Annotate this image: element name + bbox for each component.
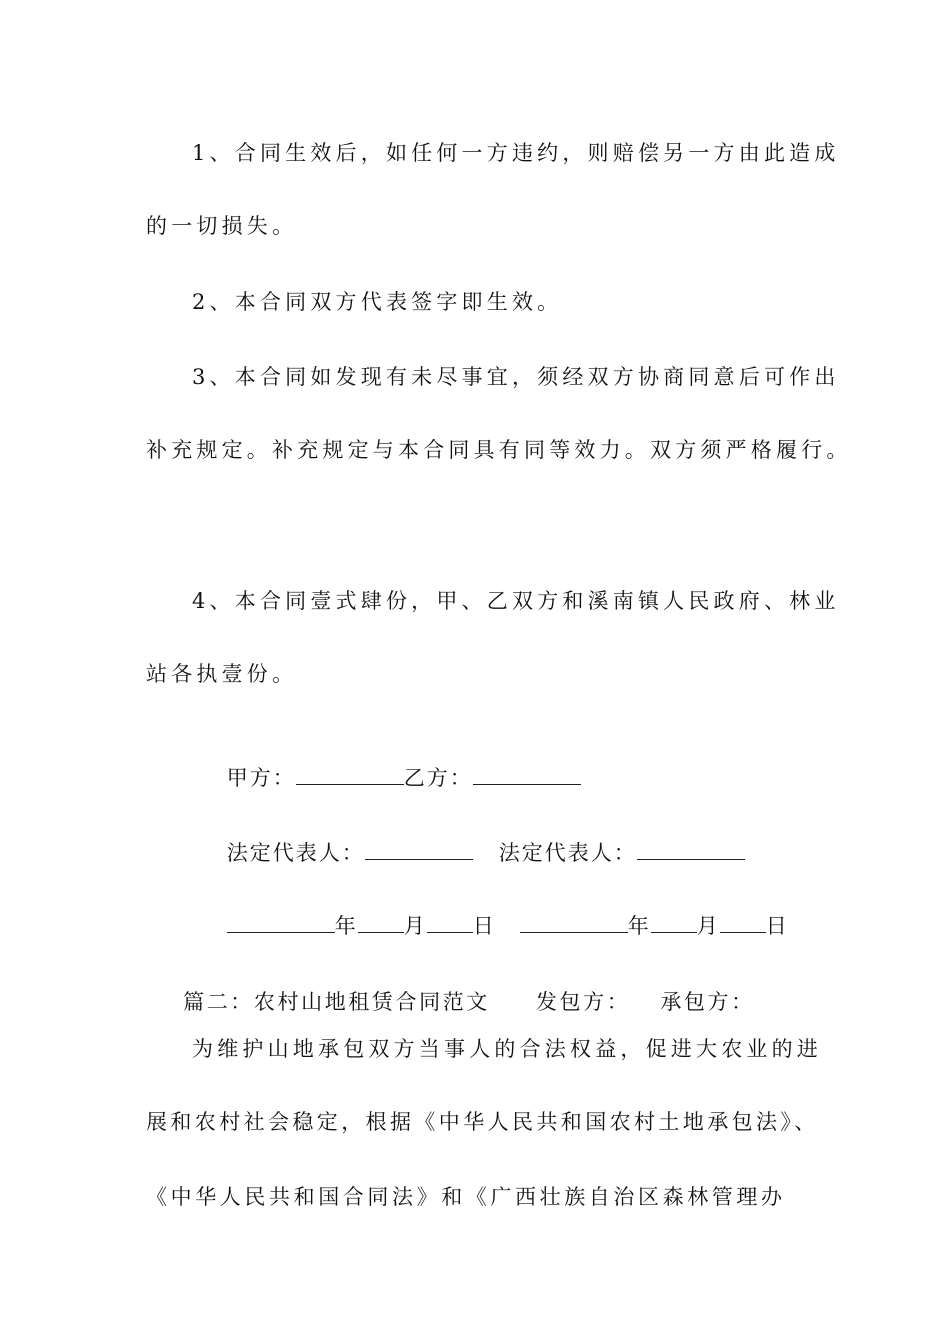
section-2-intro-line-1: 为维护山地承包双方当事人的合法权益，促进大农业的进 <box>192 1037 822 1061</box>
legal-rep-row <box>192 811 745 895</box>
date-b-year-blank <box>520 912 628 933</box>
party-b-label: 乙方： <box>403 766 473 790</box>
date-a-month-blank <box>358 912 404 933</box>
section-2-heading-row <box>146 960 755 1044</box>
contractor-out-label: 发包方： <box>535 990 631 1014</box>
section-2-intro-line-2: 展和农村社会稳定，根据《中华人民共和国农村土地承包法》、 <box>146 1110 819 1134</box>
paragraph-2: 2、本合同双方代表签字即生效。 <box>192 290 563 314</box>
date-b-month-blank <box>651 912 697 933</box>
date-b-day-blank <box>720 912 766 933</box>
paragraph-1-line-1: 1、合同生效后，如任何一方违约，则赔偿另一方由此造成 <box>192 141 840 165</box>
date-row <box>192 884 789 968</box>
contractor-in-label: 承包方： <box>660 990 755 1014</box>
date-a-day-blank <box>427 912 473 933</box>
paragraph-3-line-1: 3、本合同如发现有未尽事宜，须经双方协商同意后可作出 <box>192 365 840 389</box>
legal-rep-b-label: 法定代表人： <box>498 841 637 865</box>
legal-rep-a-label: 法定代表人： <box>226 841 365 865</box>
date-a-day-label: 日 <box>472 914 496 938</box>
paragraph-4-line-2: 站各执壹份。 <box>146 662 298 686</box>
paragraph-4-line-1: 4、本合同壹式肆份，甲、乙双方和溪南镇人民政府、林业 <box>192 589 840 613</box>
section-2-heading: 篇二：农村山地租赁合同范文 <box>183 990 490 1014</box>
date-a-year-label: 年 <box>334 914 358 938</box>
legal-rep-b-blank <box>637 839 745 860</box>
date-b-month-label: 月 <box>696 914 720 938</box>
paragraph-1-line-2: 的一切损失。 <box>146 214 298 238</box>
date-b-year-label: 年 <box>627 914 651 938</box>
date-a-year-blank <box>227 912 335 933</box>
party-a-label: 甲方： <box>226 766 296 790</box>
party-signature-row <box>192 736 581 820</box>
date-b-day-label: 日 <box>765 914 789 938</box>
date-a-month-label: 月 <box>403 914 427 938</box>
legal-rep-a-blank <box>365 839 473 860</box>
party-a-blank <box>296 764 404 785</box>
section-2-intro-line-3: 《中华人民共和国合同法》和《广西壮族自治区森林管理办 <box>146 1185 786 1209</box>
party-b-blank <box>473 764 581 785</box>
paragraph-3-line-2: 补充规定。补充规定与本合同具有同等效力。双方须严格履行。 <box>146 438 852 462</box>
